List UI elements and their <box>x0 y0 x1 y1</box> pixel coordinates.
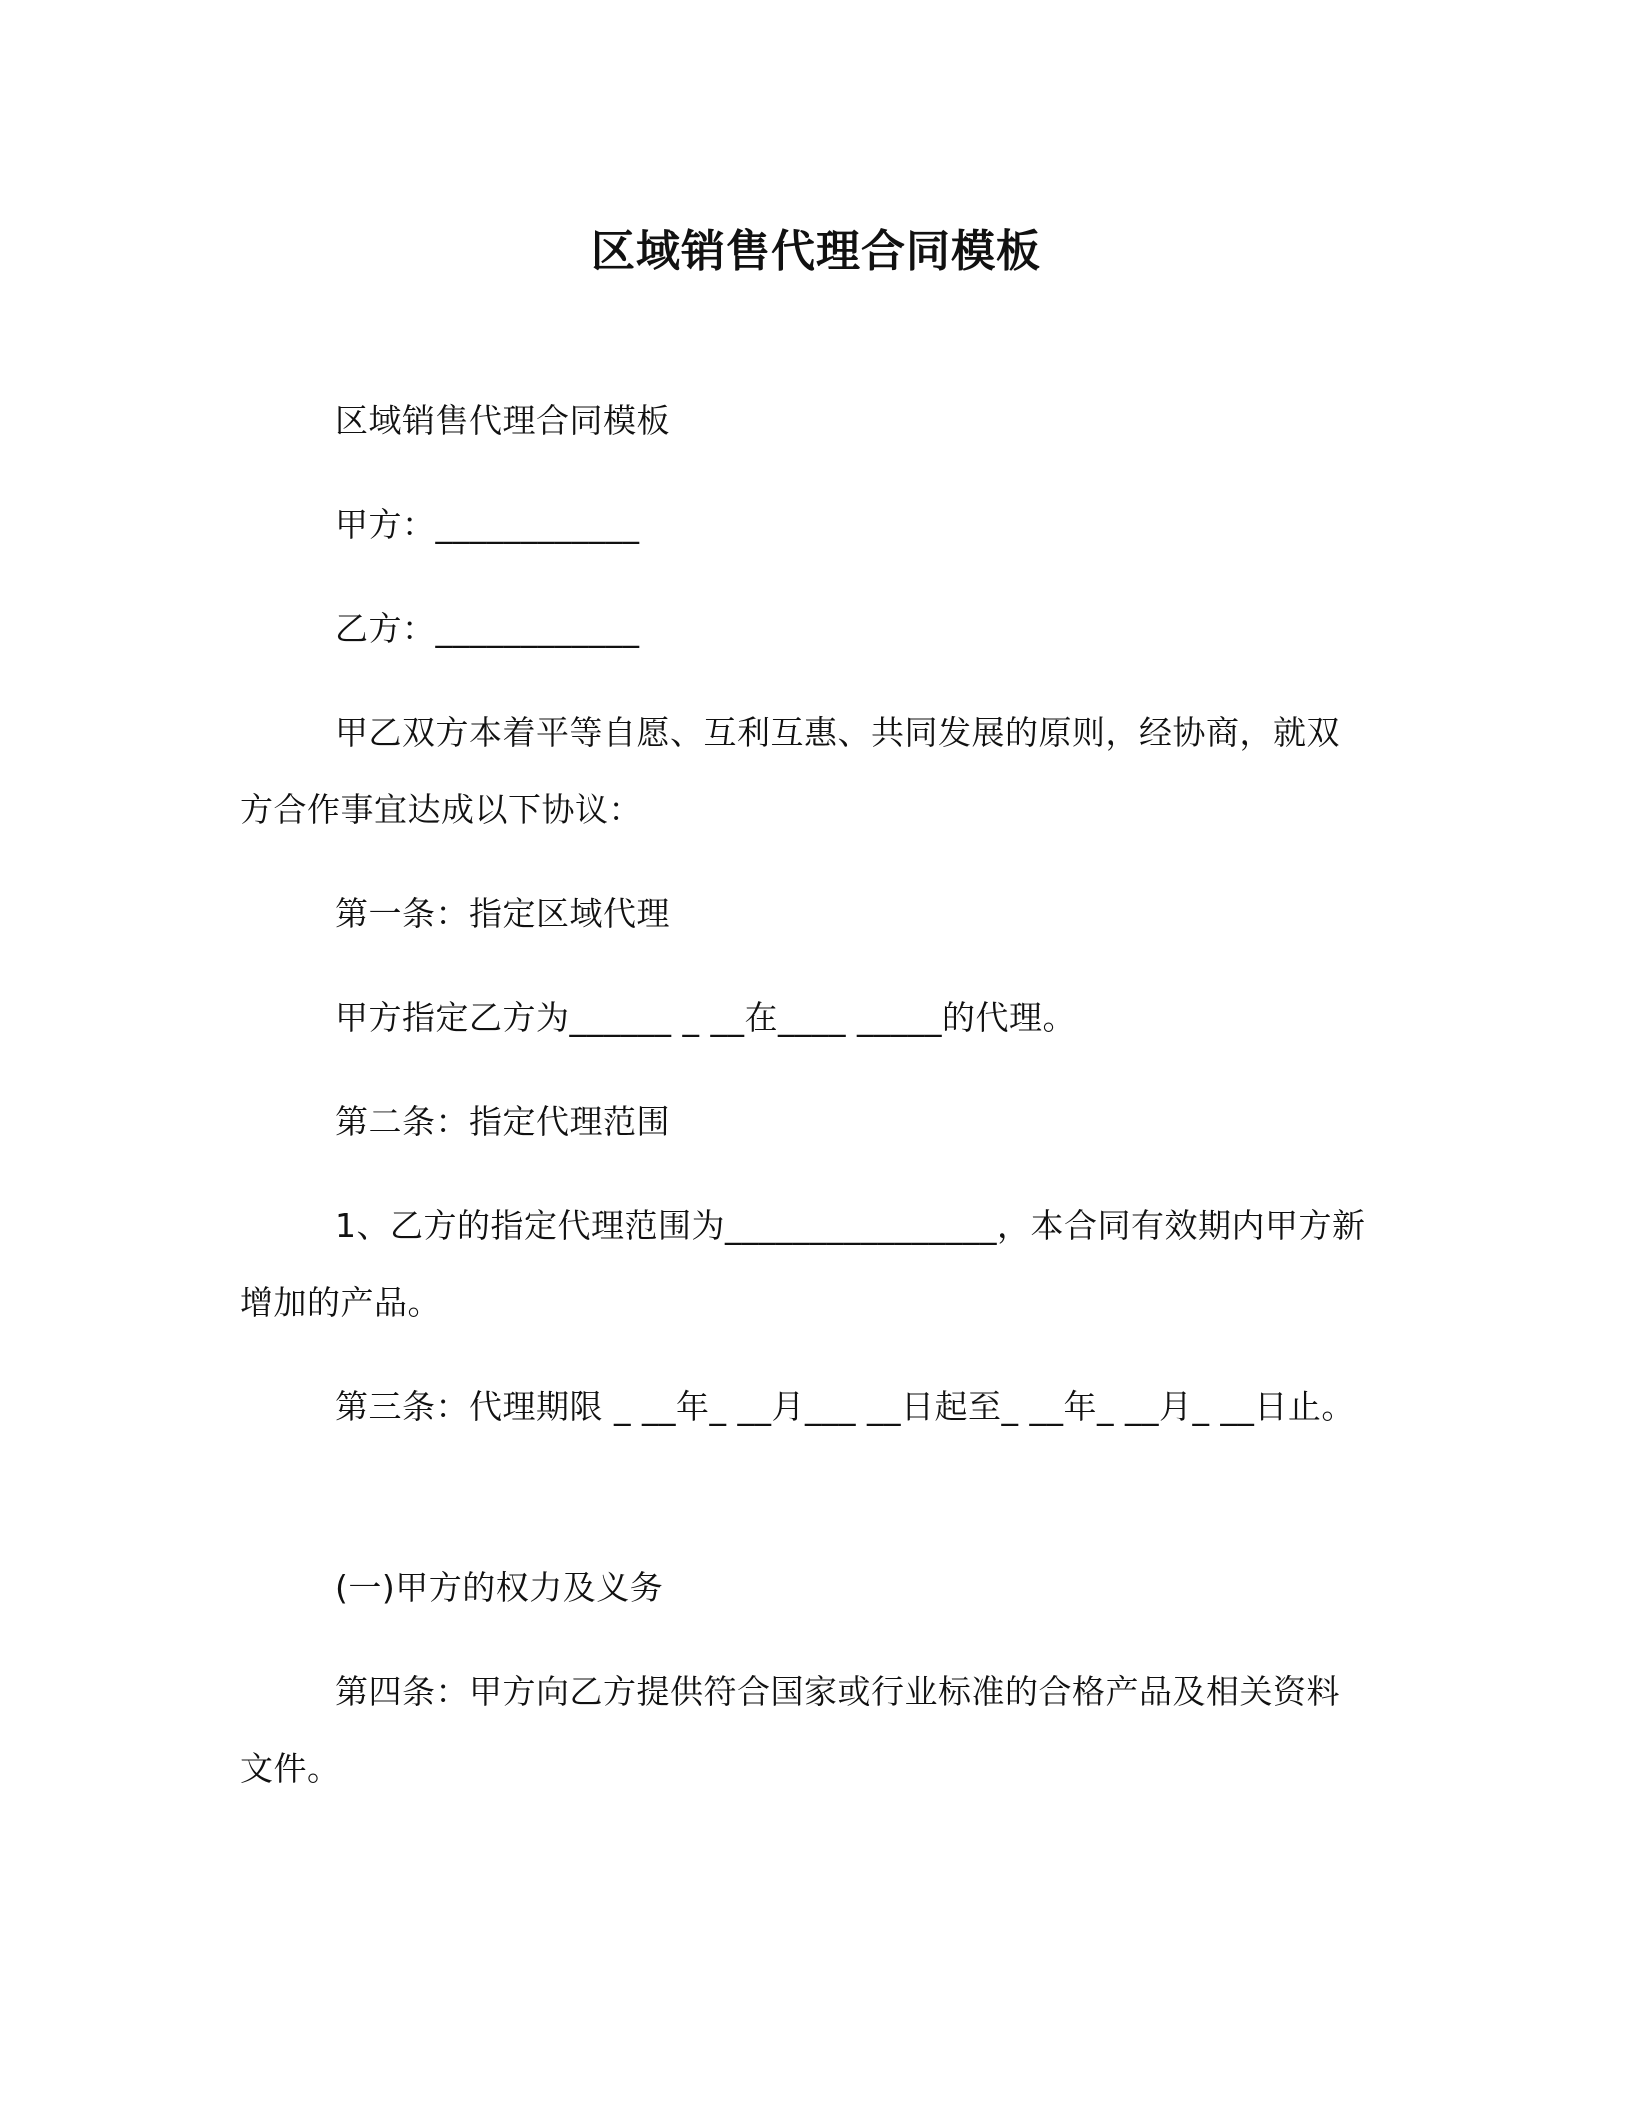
paragraph-preamble: 甲乙双方本着平等自愿、互利互惠、共同发展的原则，经协商，就双方合作事宜达成以下协议： <box>240 713 1340 829</box>
paragraph-subtitle: 区域销售代理合同模板 <box>335 401 670 440</box>
paragraph-article-1-heading: 第一条：指定区域代理 <box>335 894 670 933</box>
paragraph-article-2-heading: 第二条：指定代理范围 <box>335 1102 670 1141</box>
paragraph-article-2-item-1: 1、乙方的指定代理范围为________________，本合同有效期内甲方新增加的产品。 <box>240 1206 1366 1322</box>
paragraph-article-3: 第三条：代理期限 _ __年_ __月___ __日起至_ __年_ __月_ __日止。 <box>335 1387 1355 1426</box>
paragraph-article-4: 第四条：甲方向乙方提供符合国家或行业标准的合格产品及相关资料文件。 <box>240 1672 1340 1788</box>
paragraph-party-b: 乙方：____________ <box>335 609 640 648</box>
paragraph-article-1-body: 甲方指定乙方为______ _ __在____ _____的代理。 <box>335 998 1076 1037</box>
document-title: 区域销售代理合同模板 <box>591 226 1041 277</box>
paragraph-party-a: 甲方：____________ <box>335 505 640 544</box>
paragraph-section-1-heading: (一)甲方的权力及义务 <box>335 1568 664 1607</box>
